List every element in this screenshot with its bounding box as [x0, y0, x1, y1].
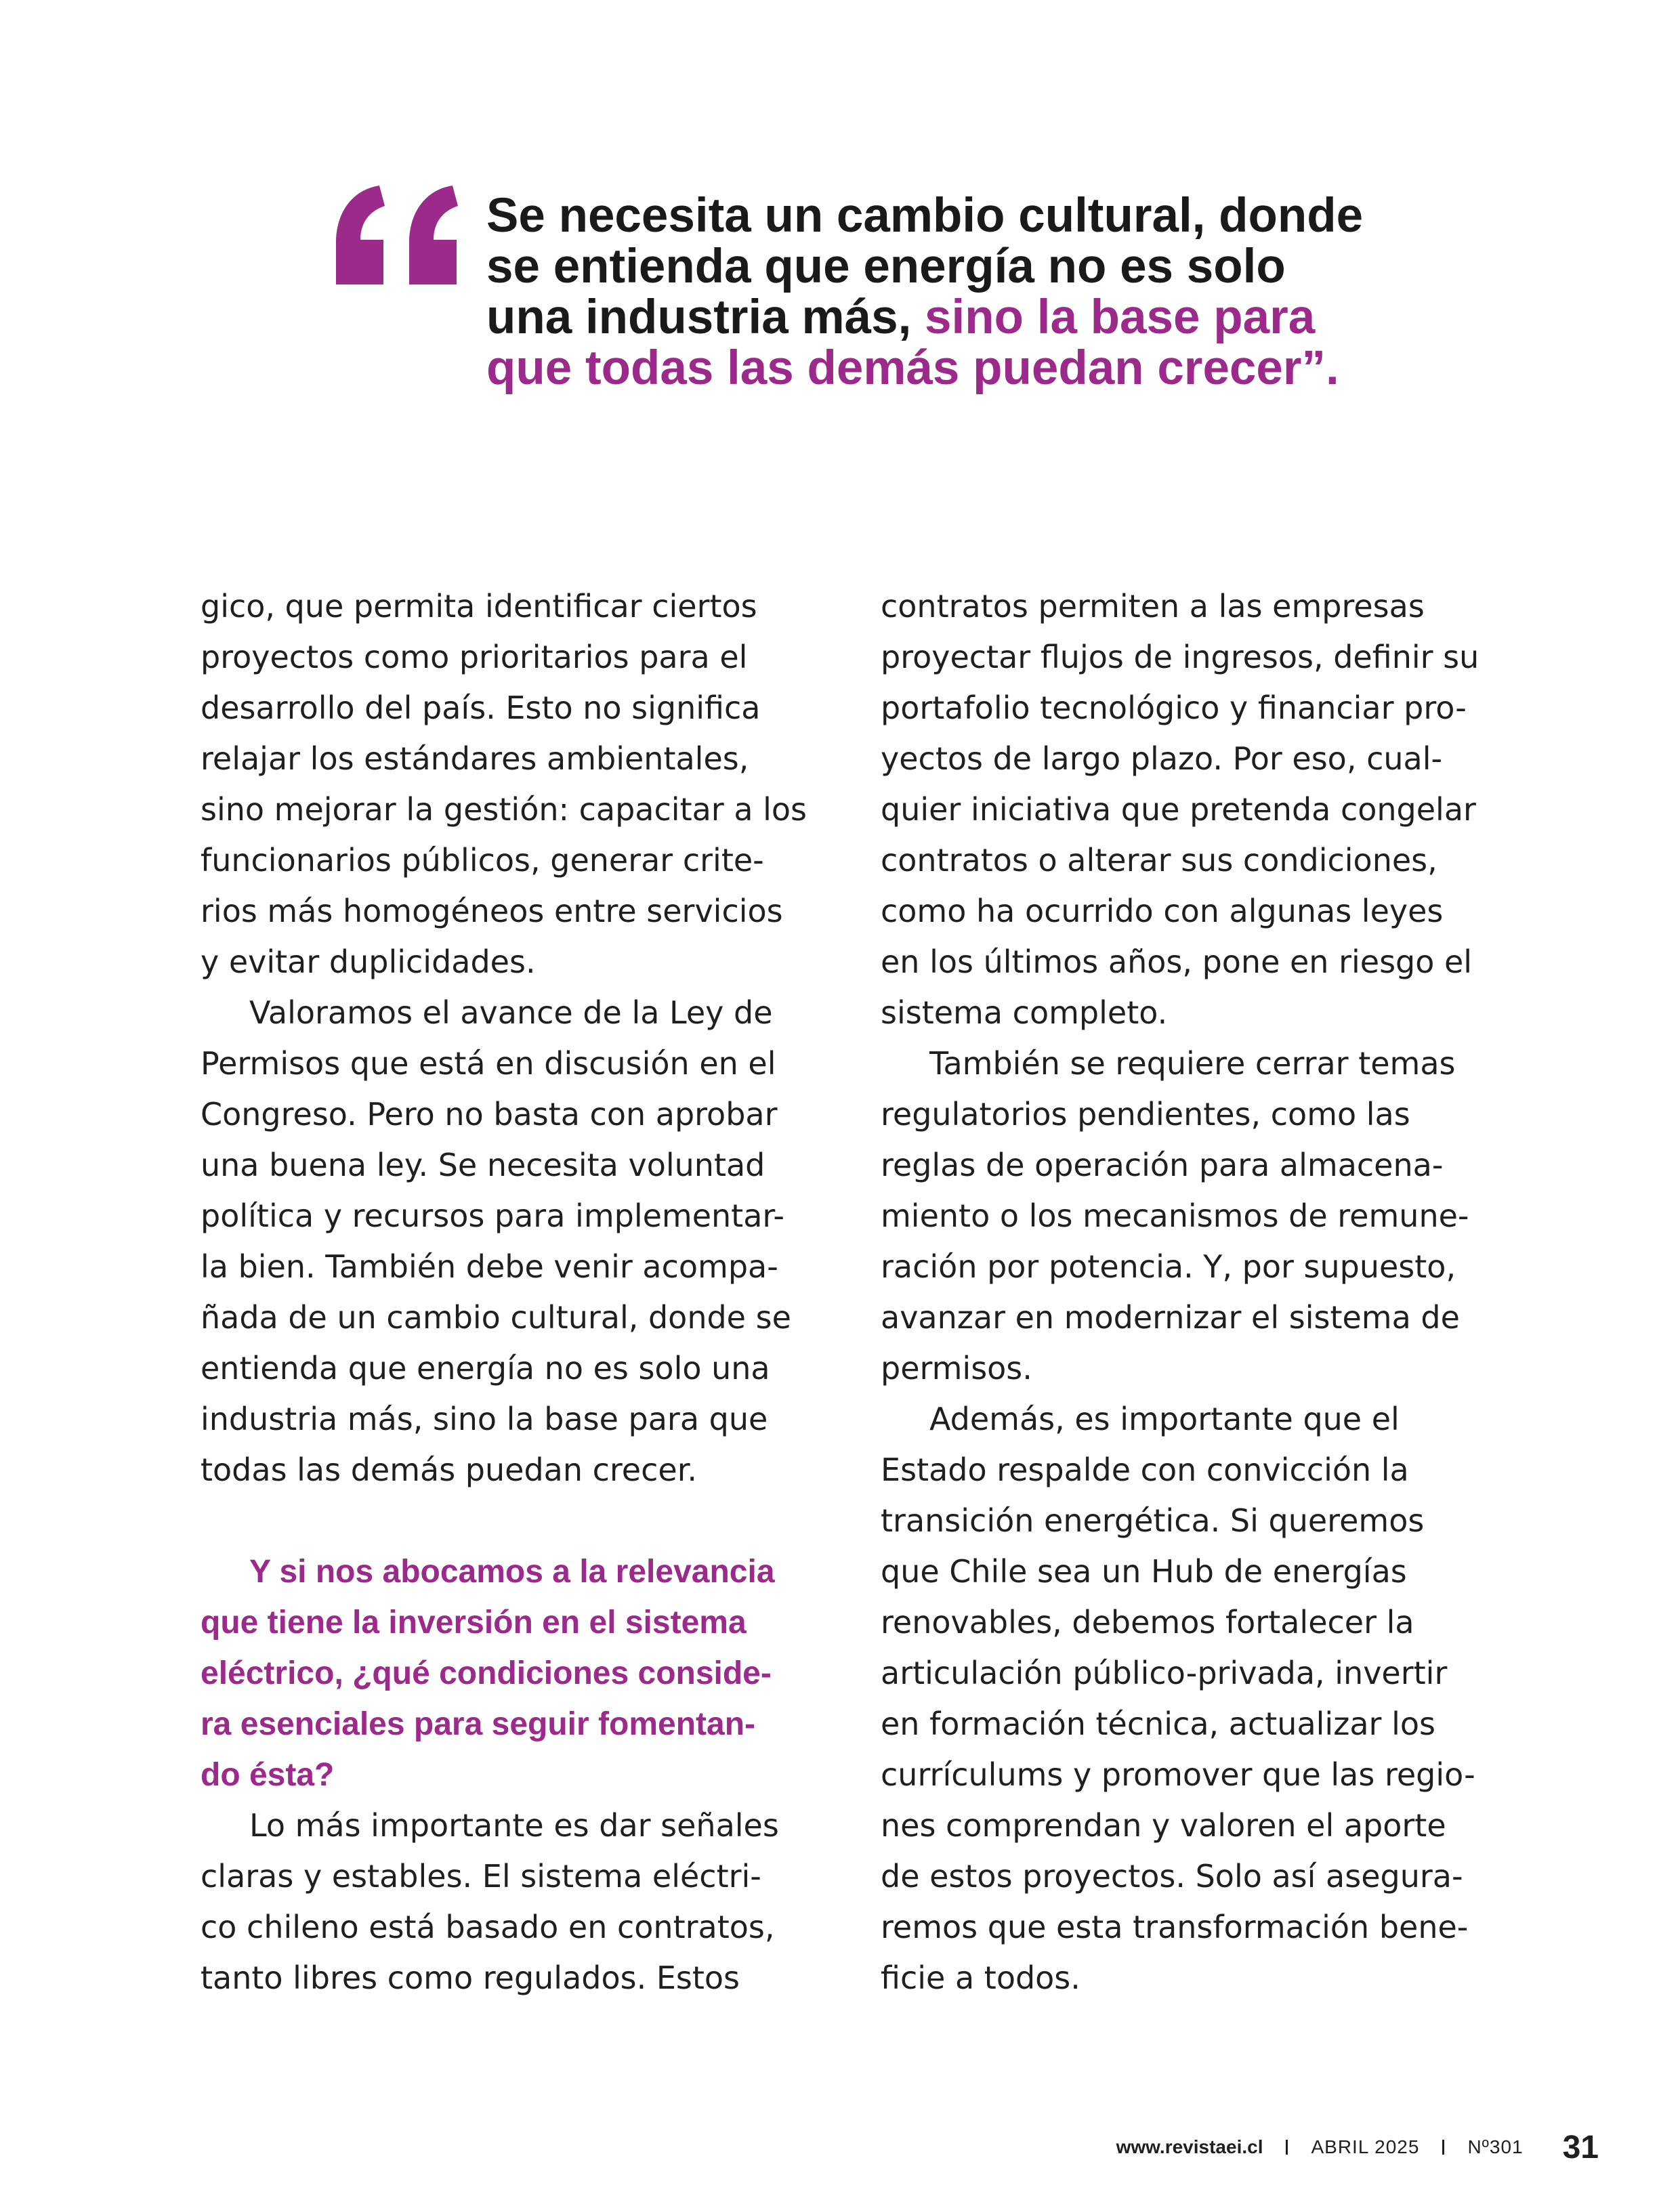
question-line: Y si nos abocamos a la relevancia	[249, 1554, 775, 1590]
text-line: ficie a todos.	[881, 1960, 1080, 1996]
text-line: transición energética. Si queremos	[881, 1502, 1425, 1539]
paragraph	[881, 1394, 1524, 2004]
text-line: tanto libres como regulados. Estos	[201, 1960, 740, 1996]
text-line: ñada de un cambio cultural, donde se	[201, 1299, 791, 1336]
footer-website: www.revistaei.cl	[1116, 2136, 1263, 2157]
text-line: Además, es importante que el	[929, 1401, 1400, 1437]
text-line: avanzar en modernizar el sistema de	[881, 1299, 1460, 1336]
text-line: Congreso. Pero no basta con aprobar	[201, 1096, 778, 1133]
text-line: funcionarios públicos, generar crite-	[201, 842, 764, 879]
text-line: contratos o alterar sus condiciones,	[881, 842, 1437, 879]
text-line: Lo más importante es dar señales	[249, 1807, 779, 1844]
text-line: ración por potencia. Y, por supuesto,	[881, 1248, 1456, 1285]
question-line: do ésta?	[201, 1757, 335, 1793]
text-line: También se requiere cerrar temas	[929, 1045, 1456, 1082]
text-line: yectos de largo plazo. Por eso, cual-	[881, 740, 1443, 777]
paragraph	[201, 1800, 844, 2004]
text-line: rios más homogéneos entre servicios	[201, 893, 783, 929]
text-line: nes comprendan y valoren el aporte	[881, 1807, 1446, 1844]
pull-quote-accent-line: que todas las demás puedan crecer”.	[486, 341, 1339, 395]
quote-mark-icon	[332, 183, 461, 298]
text-line: currículums y promover que las regio-	[881, 1756, 1475, 1793]
text-line: quier iniciativa que pretenda congelar	[881, 791, 1476, 828]
pull-quote-text	[486, 186, 1435, 395]
text-line: de estos proyectos. Solo así asegura-	[881, 1858, 1463, 1895]
text-line: todas las demás puedan crecer.	[201, 1452, 698, 1488]
pull-quote-line: Se necesita un cambio cultural, donde	[486, 189, 1364, 242]
text-line: sistema completo.	[881, 994, 1168, 1031]
text-line: reglas de operación para almacena-	[881, 1147, 1444, 1183]
paragraph	[881, 1038, 1524, 1394]
text-line: industria más, sino la base para que	[201, 1401, 768, 1437]
text-line: Permisos que está en discusión en el	[201, 1045, 776, 1082]
footer-separator	[1286, 2140, 1288, 2155]
question-line: eléctrico, ¿qué condiciones conside-	[201, 1655, 772, 1691]
text-line: articulación público-privada, invertir	[881, 1655, 1448, 1691]
footer-separator	[1442, 2140, 1444, 2155]
text-line: desarrollo del país. Esto no significa	[201, 690, 761, 726]
pull-quote-segment: una industria más,	[486, 291, 925, 344]
text-line: co chileno está basado en contratos,	[201, 1909, 775, 1945]
page-number: 31	[1562, 2129, 1599, 2165]
text-line: miento o los mecanismos de remune-	[881, 1198, 1469, 1234]
text-line: claras y estables. El sistema eléctri-	[201, 1858, 761, 1895]
text-line: permisos.	[881, 1350, 1032, 1387]
paragraph-spacer	[201, 1496, 844, 1546]
text-line: renovables, debemos fortalecer la	[881, 1604, 1414, 1641]
left-column	[201, 581, 844, 2004]
text-line: que Chile sea un Hub de energías	[881, 1553, 1407, 1590]
question-line: que tiene la inversión en el sistema	[201, 1605, 747, 1641]
text-line: una buena ley. Se necesita voluntad	[201, 1147, 765, 1183]
paragraph	[201, 581, 844, 988]
text-line: sino mejorar la gestión: capacitar a los	[201, 791, 807, 828]
interview-question	[201, 1546, 844, 1800]
text-line: entienda que energía no es solo una	[201, 1350, 770, 1387]
footer-date: ABRIL 2025	[1311, 2136, 1420, 2157]
text-line: y evitar duplicidades.	[201, 944, 536, 980]
paragraph	[201, 988, 844, 1496]
text-line: Estado respalde con convicción la	[881, 1452, 1409, 1488]
text-line: gico, que permita identificar ciertos	[201, 588, 757, 625]
text-line: en formación técnica, actualizar los	[881, 1706, 1435, 1742]
text-line: en los últimos años, pone en riesgo el	[881, 944, 1473, 980]
text-line: remos que esta transformación bene-	[881, 1909, 1469, 1945]
text-line: como ha ocurrido con algunas leyes	[881, 893, 1444, 929]
pull-quote	[332, 183, 1429, 440]
text-line: política y recursos para implementar-	[201, 1198, 784, 1234]
pull-quote-accent: sino la base para	[925, 291, 1316, 344]
page-footer	[1116, 2127, 1599, 2167]
text-line: contratos permiten a las empresas	[881, 588, 1425, 625]
text-line: proyectos como prioritarios para el	[201, 639, 748, 675]
text-line: portafolio tecnológico y financiar pro-	[881, 690, 1467, 726]
text-line: relajar los estándares ambientales,	[201, 740, 749, 777]
text-line: la bien. También debe venir acompa-	[201, 1248, 778, 1285]
text-line: proyectar flujos de ingresos, definir su	[881, 639, 1479, 675]
question-line: ra esenciales para seguir fomentan-	[201, 1706, 755, 1742]
paragraph	[881, 581, 1524, 1038]
pull-quote-line	[486, 287, 1435, 344]
footer-issue: Nº301	[1467, 2136, 1524, 2157]
text-line: Valoramos el avance de la Ley de	[249, 994, 773, 1031]
right-column	[881, 581, 1524, 2004]
text-line: regulatorios pendientes, como las	[881, 1096, 1410, 1133]
pull-quote-line: se entienda que energía no es solo	[486, 240, 1286, 293]
